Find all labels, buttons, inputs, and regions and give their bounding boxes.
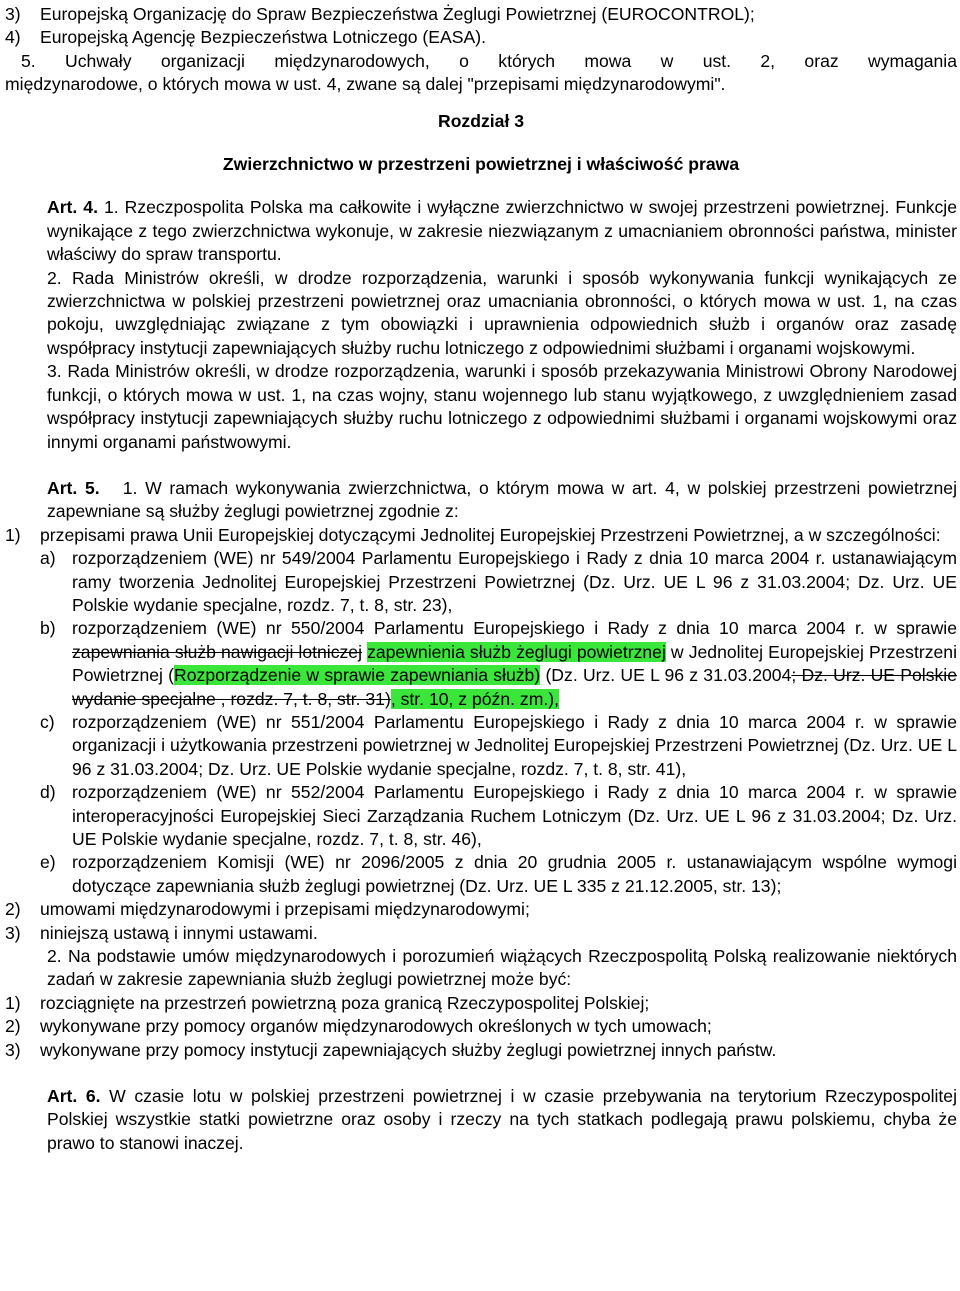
item-text: Europejską Agencję Bezpieczeństwa Lotniczego (EASA). xyxy=(40,27,486,48)
item-text: rozporządzeniem Komisji (WE) nr 2096/2005 z dnia 20 grudnia 2005 r. ustanawiającym wspólne wymogi dotyczące zapewniania służb żeglugi powietrznej (Dz. Urz. UE L 335 z 21.12.2005, str. 13); xyxy=(72,852,957,896)
list-item xyxy=(5,992,957,1015)
document-page xyxy=(5,3,957,1155)
item-text: wykonywane przy pomocy organów międzynarodowych określonych w tych umowach; xyxy=(40,1016,712,1037)
item-letter: b) xyxy=(40,618,56,639)
item-number: 4) xyxy=(5,27,21,48)
inserted-text: zapewnienia służb żeglugi powietrznej xyxy=(367,641,666,662)
item-text: umowami międzynarodowymi i przepisami międzynarodowymi; xyxy=(40,899,530,920)
deleted-text: ; Dz. Urz. UE Polskie wydanie specjalne , rozdz. 7, t. 8, str. 31) xyxy=(72,665,957,709)
list-item xyxy=(5,617,957,711)
paragraph-text: W czasie lotu w polskiej przestrzeni powietrznej i w czasie przebywania na terytorium Rzeczypospolitej Polskiej wszystkie statki powietrzne oraz osoby i rzeczy na tych statkach podlegają prawu polskiemu, chyba że prawo to stanowi inaczej. xyxy=(47,1086,958,1153)
inserted-text: , str. 10, z późn. zm.), xyxy=(390,688,559,709)
item-text: wykonywane przy pomocy instytucji zapewniających służby żeglugi powietrznej innych państw. xyxy=(40,1039,777,1060)
list-item xyxy=(5,26,957,49)
item-text: rozporządzeniem (WE) nr 551/2004 Parlamentu Europejskiego i Rady z dnia 10 marca 2004 r. w sprawie organizacji i użytkowania przestrzeni powietrznej w Jednolitej Europejskiej Przestrzeni Powietrznej (Dz. Urz. UE L 96 z 31.03.2004; Dz. Urz. UE Polskie wydanie specjalne, rozdz. 7, t. 8, str. 41), xyxy=(72,711,957,779)
item-number: 2) xyxy=(5,899,21,920)
text-run: rozporządzeniem (WE) nr 550/2004 Parlamentu Europejskiego i Rady z dnia 10 marca 2004 r. w sprawie xyxy=(72,618,957,639)
article-5-para-2: 2. Na podstawie umów międzynarodowych i porozumień wiążących Rzeczpospolitą Polską realizowanie niektórych zadań w zakresie zapewniania służb żeglugi powietrznej może być: xyxy=(47,946,957,990)
deleted-text: zapewniania służb nawigacji lotniczej xyxy=(72,641,362,662)
article-4-para-2: 2. Rada Ministrów określi, w drodze rozporządzenia, warunki i sposób wykonywania funkcji wynikających ze zwierzchnictwa w polskiej przestrzeni powietrznej oraz umacniania obronności, o których mowa w ust. 1, na czas pokoju, uwzględniając związane z tym obowiązki i uprawnienia odpowiednich służb i organów oraz zasadę współpracy instytucji zapewniających służby ruchu lotniczego z odpowiednimi służbami i organami wojskowymi. xyxy=(47,267,957,358)
list-item xyxy=(5,547,957,617)
item-text: rozporządzeniem (WE) nr 549/2004 Parlamentu Europejskiego i Rady z dnia 10 marca 2004 r. ustanawiającym ramy tworzenia Jednolitej Europejskiej Przestrzeni Powietrznej (Dz. Urz. UE L 96 z 31.03.2004; Dz. Urz. UE Polskie wydanie specjalne, rozdz. 7, t. 8, str. 23), xyxy=(72,548,957,615)
item-number: 3) xyxy=(5,1039,21,1060)
article-5-para-1 xyxy=(5,477,957,524)
item-text xyxy=(72,617,957,711)
article-label: Art. 5. xyxy=(47,477,100,498)
item-letter: a) xyxy=(40,548,56,569)
paragraph: międzynarodowe, o których mowa w ust. 4, zwane są dalej "przepisami międzynarodowymi". xyxy=(5,74,726,95)
item-letter: e) xyxy=(40,852,56,873)
item-number: 2) xyxy=(5,1016,21,1037)
text-run: w Jednolitej Europejskiej Przestrzeni Powietrznej ( xyxy=(72,641,957,686)
item-number: 1) xyxy=(5,992,21,1013)
paragraph: 5. Uchwały organizacji międzynarodowych, o których mowa w ust. 2, oraz wymagania xyxy=(21,50,957,71)
item-number: 1) xyxy=(5,524,21,545)
list-item xyxy=(5,1015,957,1038)
item-text: rozciągnięte na przestrzeń powietrzną poza granicą Rzeczypospolitej Polskiej; xyxy=(40,992,650,1013)
article-label: Art. 6. xyxy=(47,1086,101,1107)
item-text: niniejszą ustawą i innymi ustawami. xyxy=(40,922,318,943)
list-item xyxy=(5,524,957,547)
article-label: Art. 4. xyxy=(47,197,98,218)
item-text: Europejską Organizację do Spraw Bezpieczeństwa Żeglugi Powietrznej (EUROCONTROL); xyxy=(40,4,755,24)
list-item xyxy=(5,711,957,781)
paragraph-text: 1. Rzeczpospolita Polska ma całkowite i wyłączne zwierzchnictwo w swojej przestrzeni powietrznej. Funkcje wynikające z tego zwierzchnictwa wykonuje, w zakresie niezwiązanym z umacnianiem obronności państwa, minister właściwy do spraw transportu. xyxy=(47,197,957,265)
chapter-title: Rozdział 3 xyxy=(437,110,525,131)
text-run: (Dz. Urz. UE L 96 z 31.03.2004 xyxy=(540,665,792,686)
item-text: rozporządzeniem (WE) nr 552/2004 Parlamentu Europejskiego i Rady z dnia 10 marca 2004 r. w sprawie interoperacyjności Europejskiej Sieci Zarządzania Ruchem Lotniczym (Dz. Urz. UE L 96 z 31.03.2004; Dz. Urz. UE Polskie wydanie specjalne, rozdz. 7, t. 8, str. 46), xyxy=(72,782,957,849)
list-item xyxy=(5,3,957,26)
item-number: 3) xyxy=(5,4,21,24)
list-item xyxy=(5,781,957,851)
chapter-subtitle: Zwierzchnictwo w przestrzeni powietrznej i właściwość prawa xyxy=(222,154,740,175)
item-letter: d) xyxy=(40,782,56,803)
item-text: przepisami prawa Unii Europejskiej dotyczącymi Jednolitej Europejskiej Przestrzeni Powietrznej, a w szczególności: xyxy=(40,524,941,545)
inserted-text: Rozporządzenie w sprawie zapewniania służb) xyxy=(174,665,541,686)
list-item xyxy=(5,851,957,898)
list-item xyxy=(5,922,957,945)
list-item xyxy=(5,898,957,921)
paragraph-text: 1. W ramach wykonywania zwierzchnictwa, o którym mowa w art. 4, w polskiej przestrzeni powietrznej zapewniane są służby żeglugi powietrznej zgodnie z: xyxy=(47,477,957,522)
item-number: 3) xyxy=(5,922,21,943)
article-4-para-3: 3. Rada Ministrów określi, w drodze rozporządzenia, warunki i sposób przekazywania Ministrowi Obrony Narodowej funkcji, o których mowa w ust. 1, na czas wojny, stanu wojennego lub stanu wyjątkowego, z uwzględnieniem zasad współpracy instytucji zapewniających służby ruchu lotniczego z odpowiednimi służbami i organami wojskowymi oraz innymi organami państwowymi. xyxy=(47,361,957,452)
article-4-para-1 xyxy=(5,196,957,266)
article-6-para-1 xyxy=(5,1085,957,1155)
item-letter: c) xyxy=(40,711,55,732)
list-item xyxy=(5,1039,957,1062)
